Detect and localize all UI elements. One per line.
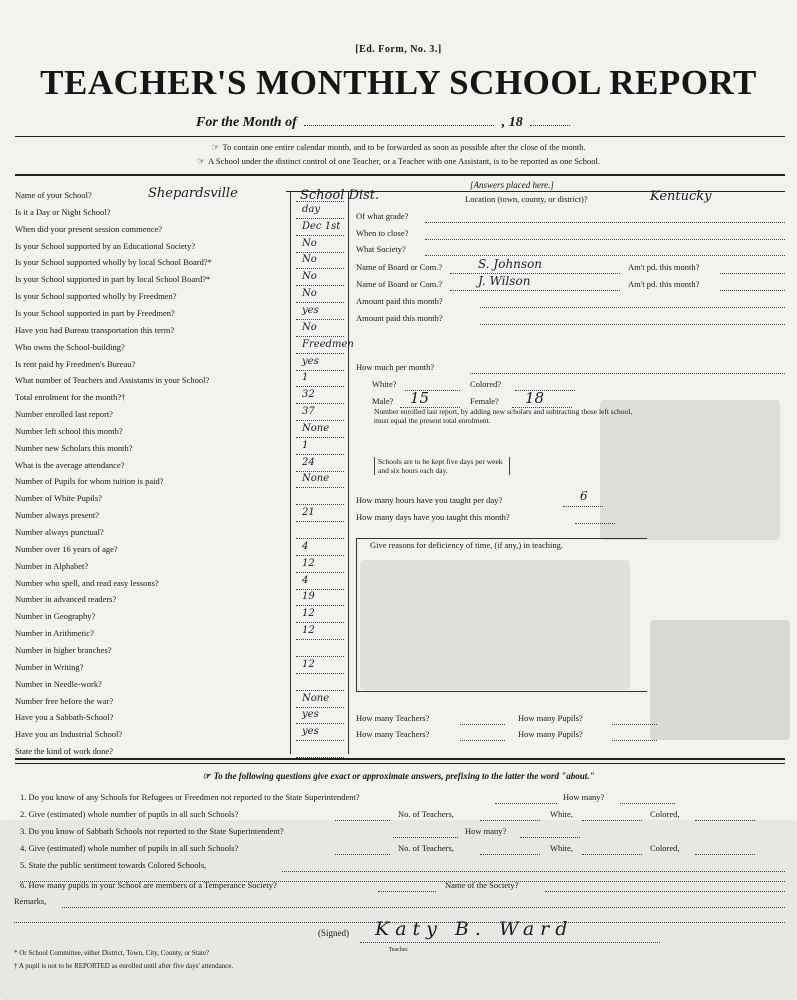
page-title: TEACHER'S MONTHLY SCHOOL REPORT: [40, 63, 757, 102]
question-answer: yes: [302, 709, 319, 720]
question-row: [15, 544, 118, 554]
board-blank-2: [450, 280, 620, 291]
question-label: Number new Scholars this month?: [15, 443, 133, 453]
question-label: Number enrolled last report?: [15, 409, 113, 419]
board-answer-1: S. Johnson: [478, 257, 543, 271]
question-row: [15, 679, 102, 689]
question-answer: yes: [302, 726, 319, 737]
question-label: Number who spell, and read easy lessons?: [15, 578, 159, 588]
instruction-note-1: ☞ To contain one entire calendar month, and to be forwarded as soon as possible after the close of the month.: [211, 142, 586, 152]
question-label: Number left school this month?: [15, 426, 123, 436]
hours-answer: 6: [580, 489, 588, 503]
question-answer: 12: [302, 625, 315, 636]
location-label: Location (town, county, or district)?: [465, 194, 588, 204]
question-label: Total enrolment for the month?†: [15, 392, 126, 402]
pointing-hand-icon: ☞: [197, 156, 206, 166]
question-row: [15, 392, 125, 402]
question-label: Number in Needle-work?: [15, 679, 102, 689]
answer-blank: [296, 747, 344, 758]
society-name-label: Name of the Society?: [445, 880, 519, 890]
question-row: [15, 257, 212, 267]
bottom-q5: 5. State the public sentiment towards Colored Schools,: [20, 860, 207, 870]
hours-blank: [563, 496, 603, 507]
pointing-hand-icon: ☞: [211, 142, 220, 152]
question-answer: None: [302, 693, 330, 704]
question-row: [15, 308, 175, 318]
q1-blank: [495, 793, 557, 804]
question-row: [15, 527, 104, 537]
scan-smudge: [650, 620, 790, 740]
question-row: [15, 241, 195, 251]
question-label: Number in Geography?: [15, 611, 96, 621]
question-label: Is rent paid by Freedmen's Bureau?: [15, 359, 136, 369]
days-label: How many days have you taught this month?: [356, 512, 510, 522]
signature-blank: [360, 932, 660, 943]
question-label: Number in advanced readers?: [15, 594, 117, 604]
female-label: Female?: [470, 396, 499, 406]
days-blank: [575, 513, 615, 524]
q2-white-blank: [582, 810, 642, 821]
sabbath-teachers-label: How many Teachers?: [356, 713, 430, 723]
footnote-1: * Or School Committee, either District, Town, City, County, or State?: [14, 949, 210, 957]
amount-paid-label-1: Amount paid this month?: [356, 296, 443, 306]
board-label-1: Name of Board or Com.?: [356, 262, 443, 272]
column-rule: [290, 192, 291, 754]
amt-blank-2: [720, 280, 785, 291]
question-row: [15, 645, 112, 655]
question-row: [15, 611, 95, 621]
q2-blank: [335, 810, 390, 821]
question-row: [15, 325, 174, 335]
question-row: [15, 443, 133, 453]
question-answer: yes: [302, 305, 319, 316]
location-answer: Kentucky: [650, 189, 712, 204]
colored-blank: [515, 380, 575, 391]
pointing-hand-icon: ☞: [202, 771, 211, 781]
question-answer: No: [302, 238, 317, 249]
question-label: What is the average attendance?: [15, 460, 125, 470]
grade-label: Of what grade?: [356, 211, 409, 221]
amount-paid-label-2: Amount paid this month?: [356, 313, 443, 323]
answer-blank: [296, 528, 344, 539]
question-answer: Dec 1st: [302, 221, 341, 232]
signature-teacher-label: Teacher.: [388, 947, 409, 953]
question-label: Number always present?: [15, 510, 100, 520]
q4-white: White,: [550, 843, 573, 853]
question-answer: 12: [302, 659, 315, 670]
question-label: Is your School supported by an Educational Society?: [15, 241, 196, 251]
question-answer: 12: [302, 608, 315, 619]
question-label: Name of your School?: [15, 190, 92, 200]
question-row: [15, 359, 135, 369]
question-answer: 37: [302, 406, 315, 417]
q2-teachers: No. of Teachers,: [398, 809, 454, 819]
question-row: [15, 291, 176, 301]
question-label: Have you an Industrial School?: [15, 729, 123, 739]
question-row: [15, 426, 123, 436]
q2-colored-blank: [695, 810, 755, 821]
male-label: Male?: [372, 396, 394, 406]
society-blank: [425, 245, 785, 256]
reasons-label: Give reasons for deficiency of time, (if any,) in teaching.: [370, 540, 563, 550]
answer-blank: [296, 646, 344, 657]
question-label: State the kind of work done?: [15, 746, 113, 756]
question-answer: 1: [302, 440, 309, 451]
society-label: What Society?: [356, 244, 406, 254]
colored-label: Colored?: [470, 379, 502, 389]
enrolment-note: Number enrolled last report, by adding new scholars and subtracting those left school, must equal the present total enrolment.: [374, 407, 633, 425]
board-blank-1: [450, 263, 620, 274]
sabbath-pupils-blank: [612, 714, 657, 725]
question-row: [15, 342, 125, 352]
amount-blank-2: [480, 314, 785, 325]
q2-teachers-blank: [480, 810, 540, 821]
question-label: Is your School supported in part by local School Board?*: [15, 274, 211, 284]
bottom-q1: 1. Do you know of any Schools for Refugees or Freedmen not reported to the State Superintendent?: [20, 792, 360, 802]
question-row: [15, 207, 110, 217]
question-label: Number of Pupils for whom tuition is paid?: [15, 476, 164, 486]
board-answer-2: J. Wilson: [478, 274, 531, 288]
question-row: [15, 578, 159, 588]
bottom-q2: 2. Give (estimated) whole number of pupils in all such Schools?: [20, 809, 239, 819]
question-answer: 4: [302, 575, 309, 586]
question-label: Have you a Sabbath-School?: [15, 712, 114, 722]
q4-teachers: No. of Teachers,: [398, 843, 454, 853]
divider: [15, 136, 785, 137]
question-answer: 21: [302, 507, 315, 518]
question-answer: No: [302, 254, 317, 265]
question-row: [15, 662, 83, 672]
question-label: Who owns the School-building?: [15, 342, 125, 352]
question-row: [15, 510, 99, 520]
column-rule: [348, 192, 349, 754]
q6-blank: [378, 881, 436, 892]
question-row: [15, 493, 102, 503]
question-row: [15, 729, 122, 739]
question-row: [15, 712, 113, 722]
question-answer: None: [302, 423, 330, 434]
remarks-blank: [62, 897, 785, 908]
close-label: When to close?: [356, 228, 409, 238]
month-label: For the Month of: [196, 115, 297, 130]
q2-colored: Colored,: [650, 809, 680, 819]
how-much-label: How much per month?: [356, 362, 435, 372]
question-label: Number of White Pupils?: [15, 493, 102, 503]
school-name-answer: Shepardsville: [148, 186, 238, 201]
q4-white-blank: [582, 844, 642, 855]
how-much-blank: [470, 363, 785, 374]
school-name-answer-cont: School Dist.: [300, 188, 380, 203]
question-answer: None: [302, 473, 330, 484]
industrial-teachers-blank: [460, 730, 505, 741]
question-label: Number free before the war?: [15, 696, 114, 706]
question-answer: 19: [302, 591, 315, 602]
q2-white: White,: [550, 809, 573, 819]
divider: [15, 174, 785, 176]
question-row: [15, 476, 164, 486]
month-line: [196, 115, 574, 131]
remarks-label: Remarks,: [14, 896, 47, 906]
question-row: [15, 375, 209, 385]
bottom-q4: 4. Give (estimated) whole number of pupils in all such Schools?: [20, 843, 239, 853]
question-label: Number in Writing?: [15, 662, 84, 672]
bottom-q3: 3. Do you know of Sabbath Schools not reported to the State Superintendent?: [20, 826, 284, 836]
question-label: Number in Alphabet?: [15, 561, 89, 571]
question-row: [15, 224, 162, 234]
instruction-note-2: ☞ A School under the distinct control of one Teacher, or a Teacher with one Assistant, is to be reported as one School.: [197, 156, 600, 166]
question-answer: 4: [302, 541, 309, 552]
question-answer: day: [302, 204, 321, 215]
amt-paid-label-1: Am't pd. this month?: [628, 262, 700, 272]
year-blank: [530, 115, 570, 126]
question-label: Have you had Bureau transportation this term?: [15, 325, 175, 335]
answers-note: [Answers placed here.]: [470, 180, 554, 190]
question-row: [15, 190, 92, 200]
question-label: Is your School supported in part by Freedmen?: [15, 308, 175, 318]
month-blank: [304, 115, 494, 126]
question-label: Number in higher branches?: [15, 645, 112, 655]
schedule-note: Schools are to be kept five days per week and six hours each day.: [374, 457, 510, 475]
close-blank: [425, 229, 785, 240]
signed-label: (Signed): [318, 928, 349, 938]
white-label: White?: [372, 379, 397, 389]
question-label: Is it a Day or Night School?: [15, 207, 111, 217]
hours-label: How many hours have you taught per day?: [356, 495, 503, 505]
q1-how-many-blank: [620, 793, 675, 804]
sabbath-teachers-blank: [460, 714, 505, 725]
question-row: [15, 561, 88, 571]
question-label: Number over 16 years of age?: [15, 544, 118, 554]
question-answer: 12: [302, 558, 315, 569]
year-label: , 18: [501, 115, 523, 130]
question-answer: yes: [302, 356, 319, 367]
question-label: What number of Teachers and Assistants in your School?: [15, 375, 210, 385]
question-answer: No: [302, 271, 317, 282]
divider: [15, 763, 785, 764]
q3-how-many: How many?: [465, 826, 507, 836]
question-label: Number always punctual?: [15, 527, 104, 537]
question-row: [15, 628, 94, 638]
board-label-2: Name of Board or Com.?: [356, 279, 443, 289]
question-label: Number in Arithmetic?: [15, 628, 94, 638]
amount-blank-1: [480, 297, 785, 308]
question-row: [15, 696, 113, 706]
male-answer: 15: [410, 389, 430, 407]
question-row: [15, 746, 113, 756]
question-row: [15, 409, 113, 419]
divider: [15, 758, 785, 760]
question-label: Is your School supported wholly by Freedmen?: [15, 291, 177, 301]
footnote-2: † A pupil is not to be REPORTED as enrolled until after five days' attendance.: [14, 962, 234, 970]
q4-teachers-blank: [480, 844, 540, 855]
question-answer: 32: [302, 389, 315, 400]
q3-how-many-blank: [520, 827, 580, 838]
q3-blank: [393, 827, 458, 838]
question-answer: 24: [302, 457, 315, 468]
industrial-teachers-label: How many Teachers?: [356, 729, 430, 739]
question-answer: No: [302, 322, 317, 333]
question-row: [15, 594, 116, 604]
question-row: [15, 460, 125, 470]
amt-paid-label-2: Am't pd. this month?: [628, 279, 700, 289]
female-answer: 18: [525, 389, 545, 407]
industrial-pupils-label: How many Pupils?: [518, 729, 583, 739]
question-label: Is your School supported wholly by local School Board?*: [15, 257, 212, 267]
q4-blank: [335, 844, 390, 855]
answer-blank: [296, 680, 344, 691]
q4-colored-blank: [695, 844, 755, 855]
bottom-header: ☞ To the following questions give exact or approximate answers, prefixing to the latter the word "about.": [202, 771, 595, 781]
question-answer: Freedmen: [302, 339, 354, 350]
question-row: [15, 274, 210, 284]
society-name-blank: [545, 881, 785, 892]
sabbath-pupils-label: How many Pupils?: [518, 713, 583, 723]
q4-colored: Colored,: [650, 843, 680, 853]
answer-blank: [296, 494, 344, 505]
industrial-pupils-blank: [612, 730, 657, 741]
grade-blank: [425, 212, 785, 223]
question-answer: No: [302, 288, 317, 299]
bottom-q6: 6. How many pupils in your School are members of a Temperance Society?: [20, 880, 277, 890]
teacher-signature: Katy B. Ward: [375, 918, 574, 940]
question-label: When did your present session commence?: [15, 224, 163, 234]
q1-how-many: How many?: [563, 792, 605, 802]
amt-blank-1: [720, 263, 785, 274]
form-number: [Ed. Form, No. 3.]: [355, 44, 442, 55]
reasons-box: [356, 538, 647, 692]
question-answer: 1: [302, 372, 309, 383]
